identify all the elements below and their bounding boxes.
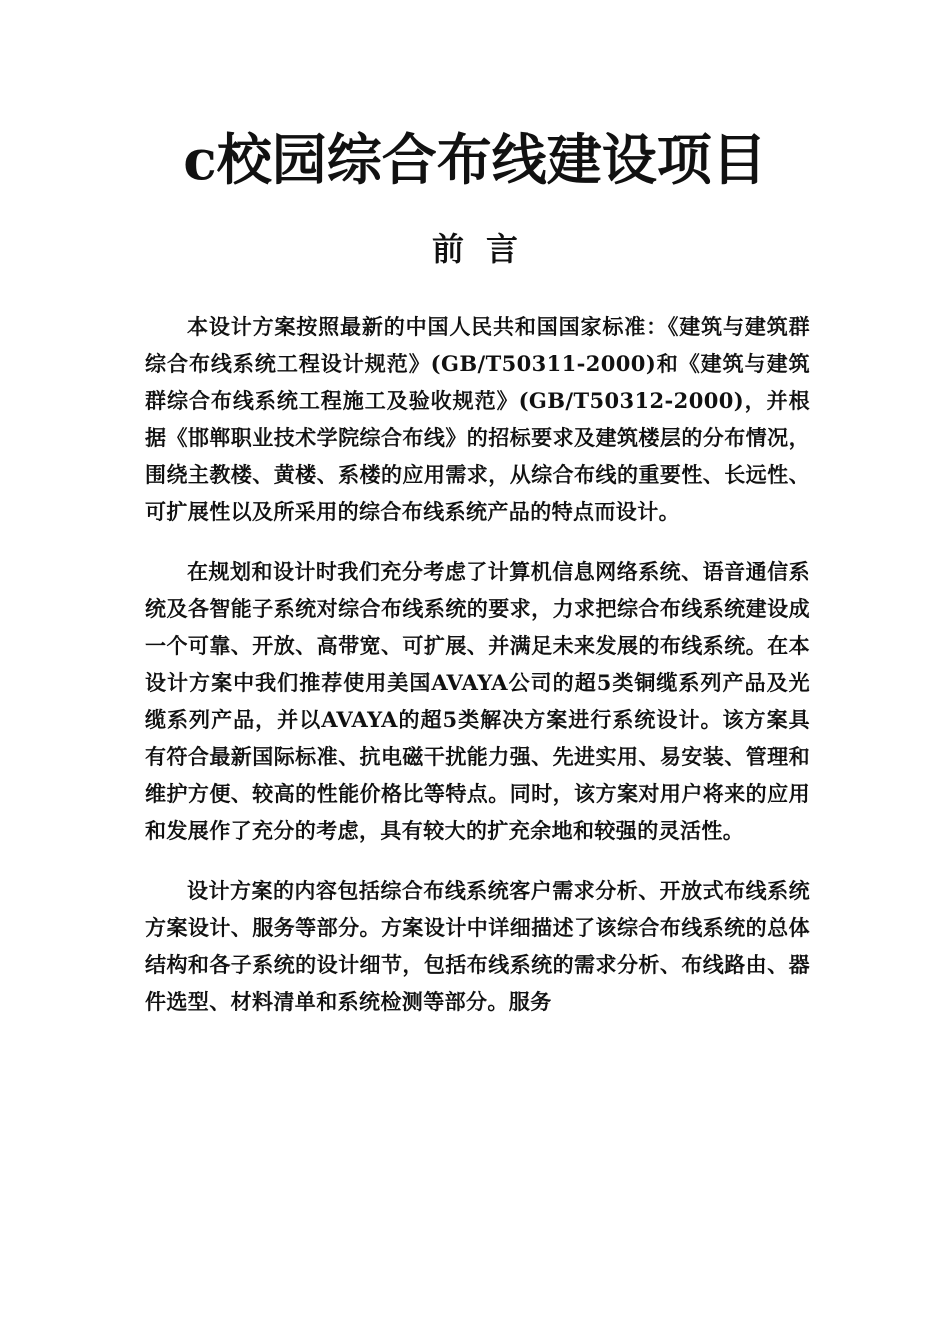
body-text	[145, 308, 810, 1043]
paragraph: 本设计方案按照最新的中国人民共和国国家标准：《建筑与建筑群综合布线系统工程设计规范》(GB/T50311-2000)和《建筑与建筑群综合布线系统工程施工及验收规范》(GB/T50312-2000)，并根据《邯郸职业技术学院综合布线》的招标要求及建筑楼层的分布情况，围绕主教楼、黄楼、系楼的应用需求，从综合布线的重要性、长远性、可扩展性以及所采用的综合布线系统产品的特点而设计。	[145, 314, 810, 524]
paragraph: 在规划和设计时我们充分考虑了计算机信息网络系统、语音通信系统及各智能子系统对综合布线系统的要求，力求把综合布线系统建设成一个可靠、开放、高带宽、可扩展、并满足未来发展的布线系统。在本设计方案中我们推荐使用美国AVAYA公司的超5类铜缆系列产品及光缆系列产品，并以AVAYA的超5类解决方案进行系统设计。该方案具有符合最新国际标准、抗电磁干扰能力强、先进实用、易安装、管理和维护方便、较高的性能价格比等特点。同时，该方案对用户将来的应用和发展作了充分的考虑，具有较大的扩充余地和较强的灵活性。	[145, 559, 810, 843]
section-heading-preface: 前言	[431, 230, 540, 268]
document-title: c校园综合布线建设项目	[183, 127, 767, 192]
paragraph: 设计方案的内容包括综合布线系统客户需求分析、开放式布线系统方案设计、服务等部分。方案设计中详细描述了该综合布线系统的总体结构和各子系统的设计细节，包括布线系统的需求分析、布线路由、器件选型、材料清单和系统检测等部分。服务	[145, 878, 810, 1014]
